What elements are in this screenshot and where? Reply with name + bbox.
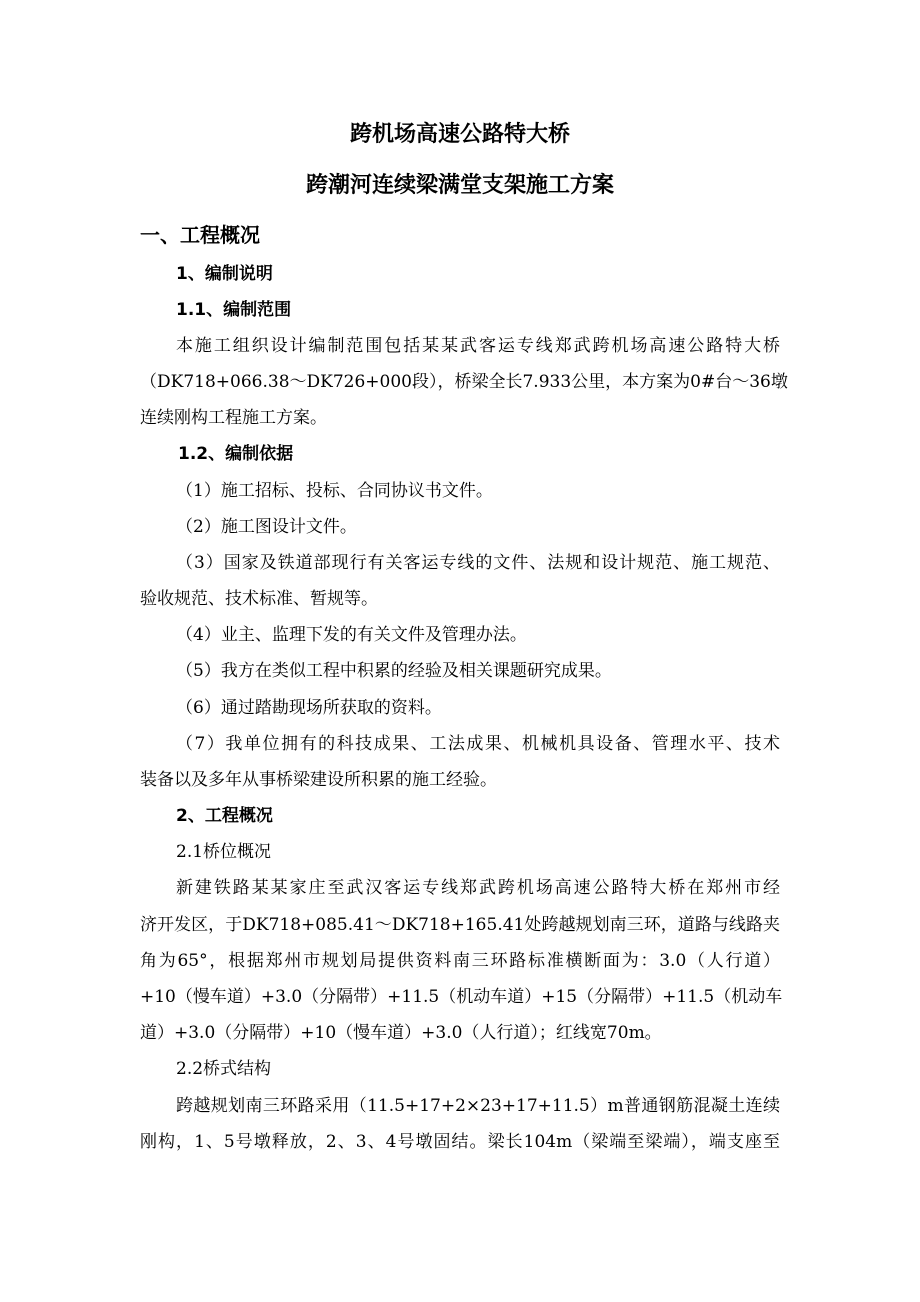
paragraph-line: 连续刚构工程施工方案。 bbox=[140, 408, 327, 428]
heading-compilation-scope: 1.1、编制范围 bbox=[176, 300, 292, 320]
heading-compilation-notes: 1、编制说明 bbox=[176, 264, 273, 284]
list-item: （3）国家及铁道部现行有关客运专线的文件、法规和设计规范、施工规范、 bbox=[176, 553, 780, 573]
section-heading-overview: 一、工程概况 bbox=[140, 223, 260, 247]
list-item: （7）我单位拥有的科技成果、工法成果、机械机具设备、管理水平、技术 bbox=[176, 734, 780, 754]
paragraph-line: 本施工组织设计编制范围包括某某武客运专线郑武跨机场高速公路特大桥 bbox=[176, 336, 780, 356]
paragraph-line: 角为65°，根据郑州市规划局提供资料南三环路标准横断面为：3.0（人行道） bbox=[140, 951, 780, 971]
list-item: （2）施工图设计文件。 bbox=[176, 517, 357, 537]
heading-bridge-structure: 2.2桥式结构 bbox=[176, 1059, 272, 1079]
list-item: （4）业主、监理下发的有关文件及管理办法。 bbox=[176, 625, 527, 645]
paragraph-line: 济开发区，于DK718+085.41～DK718+165.41处跨越规划南三环，道路与线路夹 bbox=[140, 915, 780, 935]
list-item-continuation: 装备以及多年从事桥梁建设所积累的施工经验。 bbox=[140, 770, 497, 790]
paragraph-line: 新建铁路某某家庄至武汉客运专线郑武跨机场高速公路特大桥在郑州市经 bbox=[176, 878, 780, 898]
heading-project-overview: 2、工程概况 bbox=[176, 806, 273, 826]
paragraph-line: （DK718+066.38～DK726+000段），桥梁全长7.933公里，本方案为0#台～36墩 bbox=[140, 372, 788, 392]
heading-bridge-location: 2.1桥位概况 bbox=[176, 842, 272, 862]
paragraph-line: 道）+3.0（分隔带）+10（慢车道）+3.0（人行道）；红线宽70m。 bbox=[140, 1023, 662, 1043]
list-item: （1）施工招标、投标、合同协议书文件。 bbox=[176, 481, 493, 501]
paragraph-line: 刚构，1、5号墩释放，2、3、4号墩固结。梁长104m（梁端至梁端），端支座至 bbox=[140, 1132, 780, 1152]
list-item: （6）通过踏勘现场所获取的资料。 bbox=[176, 698, 442, 718]
document-title: 跨机场高速公路特大桥 bbox=[349, 122, 570, 147]
list-item: （5）我方在类似工程中积累的经验及相关课题研究成果。 bbox=[176, 661, 612, 681]
document-subtitle: 跨潮河连续梁满堂支架施工方案 bbox=[305, 173, 614, 198]
list-item-continuation: 验收规范、技术标准、暂规等。 bbox=[140, 589, 378, 609]
paragraph-line: 跨越规划南三环路采用（11.5+17+2×23+17+11.5）m普通钢筋混凝土连续 bbox=[176, 1096, 780, 1116]
heading-compilation-basis: 1.2、编制依据 bbox=[178, 444, 294, 464]
paragraph-line: +10（慢车道）+3.0（分隔带）+11.5（机动车道）+15（分隔带）+11.5（机动车 bbox=[140, 987, 783, 1007]
